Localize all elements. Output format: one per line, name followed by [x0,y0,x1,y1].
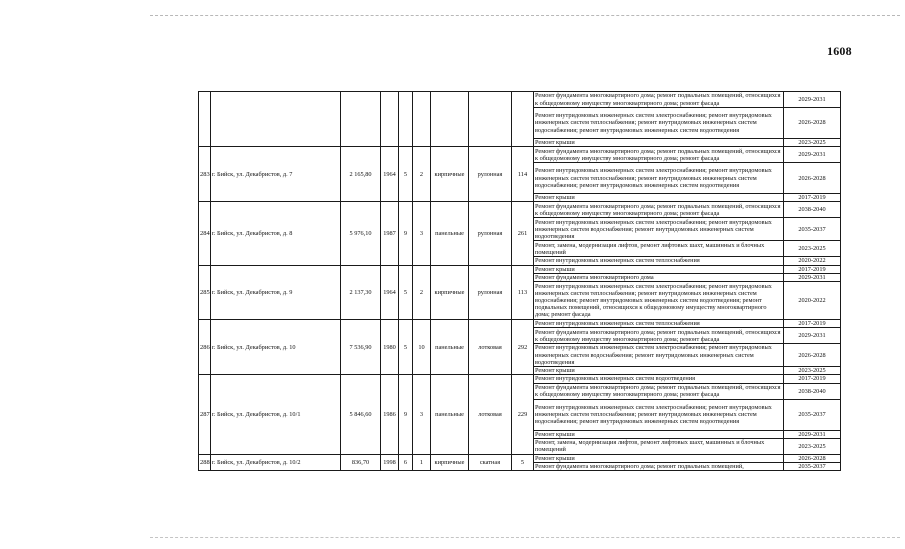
scan-edge-top [150,15,900,17]
repair-work-type: Ремонт внутридомовых инженерных систем теплоснабжения [534,320,784,328]
house-wall-material: панельные [431,320,469,375]
repair-period: 2035-2037 [784,218,841,241]
repair-work-type: Ремонт фундамента многоквартирного дома; ремонт подвальных помещений, относящихся к общедомовому имуществу многоквартирного дома; ремонт фасада [534,202,784,218]
table-row [199,147,841,163]
house-entrances: 10 [413,320,431,375]
repair-period: 2020-2022 [784,282,841,320]
house-address: г. Бийск, ул. Декабристов, д. 10/1 [211,375,341,454]
repair-work-type: Ремонт фундамента многоквартирного дома; ремонт подвальных помещений, относящихся к общедомовому имуществу многоквартирного дома; ремонт фасада [534,147,784,163]
house-roof-type: рулонная [469,202,512,265]
repair-period: 2029-2031 [784,328,841,344]
house-roof-type [469,92,512,147]
repair-work-type: Ремонт, замена, модернизация лифтов, ремонт лифтовых шахт, машинных и блочных помещений [534,438,784,454]
repair-work-type: Ремонт крыши [534,194,784,202]
house-area: 836,70 [341,454,381,470]
repair-period: 2026-2028 [784,344,841,367]
house-year: 1964 [381,147,399,202]
repair-work-type: Ремонт, замена, модернизация лифтов, ремонт лифтовых шахт, машинных и блочных помещений [534,241,784,257]
repair-period: 2023-2025 [784,367,841,375]
house-area [341,92,381,147]
repair-period: 2038-2040 [784,202,841,218]
house-floors: 9 [399,375,413,454]
repair-work-type: Ремонт внутридомовых инженерных систем электроснабжения; ремонт внутридомовых инженерных систем теплоснабжения; ремонт внутридомовых инженерных систем водоснабжения; ремонт внутридомовых инженерных систем водоотведения [534,399,784,430]
table-body [199,92,841,471]
house-floors: 6 [399,454,413,470]
repair-work-type: Ремонт крыши [534,454,784,462]
repair-period: 2026-2028 [784,108,841,139]
capital-repair-table [198,91,841,471]
repair-period: 2023-2025 [784,241,841,257]
house-wall-material: панельные [431,202,469,265]
house-entrances: 2 [413,147,431,202]
repair-period: 2026-2028 [784,454,841,462]
house-area: 5 846,60 [341,375,381,454]
table-row [199,265,841,273]
house-number: 283 [199,147,211,202]
repair-work-type: Ремонт крыши [534,367,784,375]
house-roof-type: лотковая [469,320,512,375]
house-number: 285 [199,265,211,319]
table-row [199,375,841,383]
house-floors: 5 [399,265,413,319]
table-row [199,202,841,218]
repair-work-type: Ремонт крыши [534,265,784,273]
house-apartments: 5 [512,454,534,470]
house-wall-material [431,92,469,147]
scan-edge-bottom [150,537,900,539]
house-wall-material: кирпичные [431,265,469,319]
house-roof-type: скатная [469,454,512,470]
repair-period: 2029-2031 [784,147,841,163]
house-apartments: 113 [512,265,534,319]
table-row [199,320,841,328]
repair-period: 2035-2037 [784,463,841,471]
repair-period: 2017-2019 [784,375,841,383]
table-row [199,92,841,108]
house-number: 288 [199,454,211,470]
repair-period: 2038-2040 [784,383,841,399]
house-area: 2 137,30 [341,265,381,319]
house-wall-material: кирпичные [431,454,469,470]
house-area: 7 536,90 [341,320,381,375]
house-address: г. Бийск, ул. Декабристов, д. 10/2 [211,454,341,470]
house-apartments: 114 [512,147,534,202]
house-wall-material: панельные [431,375,469,454]
house-roof-type: рулонная [469,265,512,319]
repair-period: 2017-2019 [784,194,841,202]
house-year: 1986 [381,375,399,454]
house-number: 286 [199,320,211,375]
house-floors [399,92,413,147]
house-roof-type: лотковая [469,375,512,454]
repair-work-type: Ремонт фундамента многоквартирного дома [534,273,784,281]
house-year: 1998 [381,454,399,470]
house-apartments: 261 [512,202,534,265]
house-year: 1964 [381,265,399,319]
house-apartments: 229 [512,375,534,454]
repair-period: 2026-2028 [784,163,841,194]
house-entrances: 2 [413,265,431,319]
house-address: г. Бийск, ул. Декабристов, д. 7 [211,147,341,202]
house-entrances: 3 [413,202,431,265]
repair-work-type: Ремонт внутридомовых инженерных систем водоотведения [534,375,784,383]
house-entrances: 1 [413,454,431,470]
house-address: г. Бийск, ул. Декабристов, д. 9 [211,265,341,319]
repair-work-type: Ремонт внутридомовых инженерных систем электроснабжения; ремонт внутридомовых инженерных систем теплоснабжения; ремонт внутридомовых инженерных систем водоснабжения; ремонт внутридомовых инженерных систем водоотведения; ремонт подвальных помещений, относящихся к общедомовому имуществу многоквартирного дома; ремонт фасада [534,282,784,320]
house-roof-type: рулонная [469,147,512,202]
house-apartments: 292 [512,320,534,375]
house-area: 5 976,10 [341,202,381,265]
house-number: 287 [199,375,211,454]
repair-work-type: Ремонт внутридомовых инженерных систем электроснабжения; ремонт внутридомовых инженерных систем водоснабжения; ремонт внутридомовых инженерных систем водоотведения [534,344,784,367]
repair-work-type: Ремонт фундамента многоквартирного дома; ремонт подвальных помещений, [534,463,784,471]
house-number: 284 [199,202,211,265]
repair-period: 2020-2022 [784,257,841,265]
house-number [199,92,211,147]
repair-period: 2029-2031 [784,430,841,438]
house-address: г. Бийск, ул. Декабристов, д. 8 [211,202,341,265]
house-apartments [512,92,534,147]
repair-work-type: Ремонт внутридомовых инженерных систем электроснабжения; ремонт внутридомовых инженерных систем теплоснабжения; ремонт внутридомовых инженерных систем водоснабжения; ремонт внутридомовых инженерных систем водоотведения [534,108,784,139]
house-wall-material: кирпичные [431,147,469,202]
house-area: 2 165,80 [341,147,381,202]
repair-period: 2029-2031 [784,92,841,108]
table-row [199,454,841,462]
repair-work-type: Ремонт фундамента многоквартирного дома; ремонт подвальных помещений, относящихся к общедомовому имуществу многоквартирного дома; ремонт фасада [534,92,784,108]
house-year [381,92,399,147]
repair-period: 2017-2019 [784,320,841,328]
house-entrances [413,92,431,147]
repair-work-type: Ремонт внутридомовых инженерных систем электроснабжения; ремонт внутридомовых инженерных систем теплоснабжения; ремонт внутридомовых инженерных систем водоснабжения; ремонт внутридомовых инженерных систем водоотведения [534,163,784,194]
house-address: г. Бийск, ул. Декабристов, д. 10 [211,320,341,375]
house-year: 1987 [381,202,399,265]
house-floors: 9 [399,202,413,265]
repair-period: 2023-2025 [784,438,841,454]
house-floors: 5 [399,147,413,202]
repair-work-type: Ремонт крыши [534,139,784,147]
page-number: 1608 [827,44,852,58]
house-address [211,92,341,147]
house-entrances: 3 [413,375,431,454]
repair-work-type: Ремонт внутридомовых инженерных систем теплоснабжения [534,257,784,265]
house-floors: 5 [399,320,413,375]
repair-work-type: Ремонт крыши [534,430,784,438]
repair-period: 2035-2037 [784,399,841,430]
repair-work-type: Ремонт внутридомовых инженерных систем электроснабжения; ремонт внутридомовых инженерных систем водоснабжения; ремонт внутридомовых инженерных систем водоотведения [534,218,784,241]
house-year: 1980 [381,320,399,375]
repair-period: 2023-2025 [784,139,841,147]
repair-period: 2029-2031 [784,273,841,281]
repair-work-type: Ремонт фундамента многоквартирного дома; ремонт подвальных помещений, относящихся к общедомовому имуществу многоквартирного дома; ремонт фасада [534,383,784,399]
repair-period: 2017-2019 [784,265,841,273]
repair-work-type: Ремонт фундамента многоквартирного дома; ремонт подвальных помещений, относящихся к общедомовому имуществу многоквартирного дома; ремонт фасада [534,328,784,344]
